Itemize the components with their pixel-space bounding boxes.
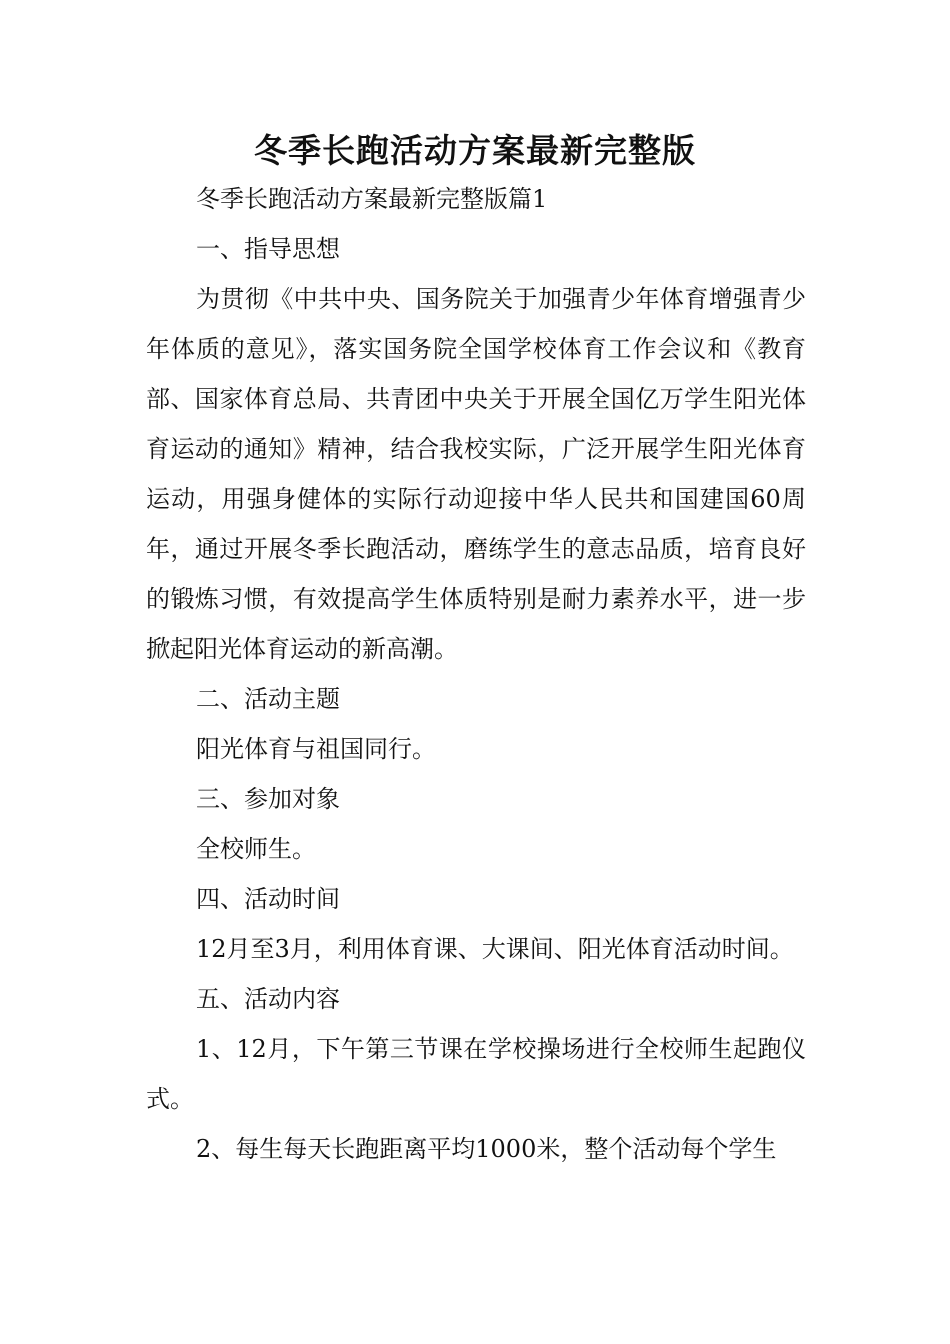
section-heading-guiding-ideology: 一、指导思想 <box>196 235 340 263</box>
paragraph-content-item-1: 1、12月，下午第三节课在学校操场进行全校师生起跑仪式。 <box>146 1035 806 1113</box>
paragraph-participants: 全校师生。 <box>196 835 316 863</box>
paragraph-theme: 阳光体育与祖国同行。 <box>196 735 436 763</box>
section-heading-theme: 二、活动主题 <box>196 685 340 713</box>
document-body <box>146 174 806 1174</box>
section-heading-content: 五、活动内容 <box>196 985 340 1013</box>
section-heading-time: 四、活动时间 <box>196 885 340 913</box>
document-title: 冬季长跑活动方案最新完整版 <box>254 131 696 170</box>
section-heading-participants: 三、参加对象 <box>196 785 340 813</box>
paragraph-time: 12月至3月，利用体育课、大课间、阳光体育活动时间。 <box>196 935 794 963</box>
paragraph-content-item-2: 2、每生每天长跑距离平均1000米，整个活动每个学生 <box>196 1135 777 1163</box>
subtitle-paragraph: 冬季长跑活动方案最新完整版篇1 <box>196 185 548 213</box>
paragraph-guiding-ideology: 为贯彻《中共中央、国务院关于加强青少年体育增强青少年体质的意见》，落实国务院全国学校体育工作会议和《教育部、国家体育总局、共青团中央关于开展全国亿万学生阳光体育运动的通知》精神，结合我校实际，广泛开展学生阳光体育运动，用强身健体的实际行动迎接中华人民共和国建国60周年，通过开展冬季长跑活动，磨练学生的意志品质，培育良好的锻炼习惯，有效提高学生体质特别是耐力素养水平，进一步掀起阳光体育运动的新高潮。 <box>146 285 806 663</box>
